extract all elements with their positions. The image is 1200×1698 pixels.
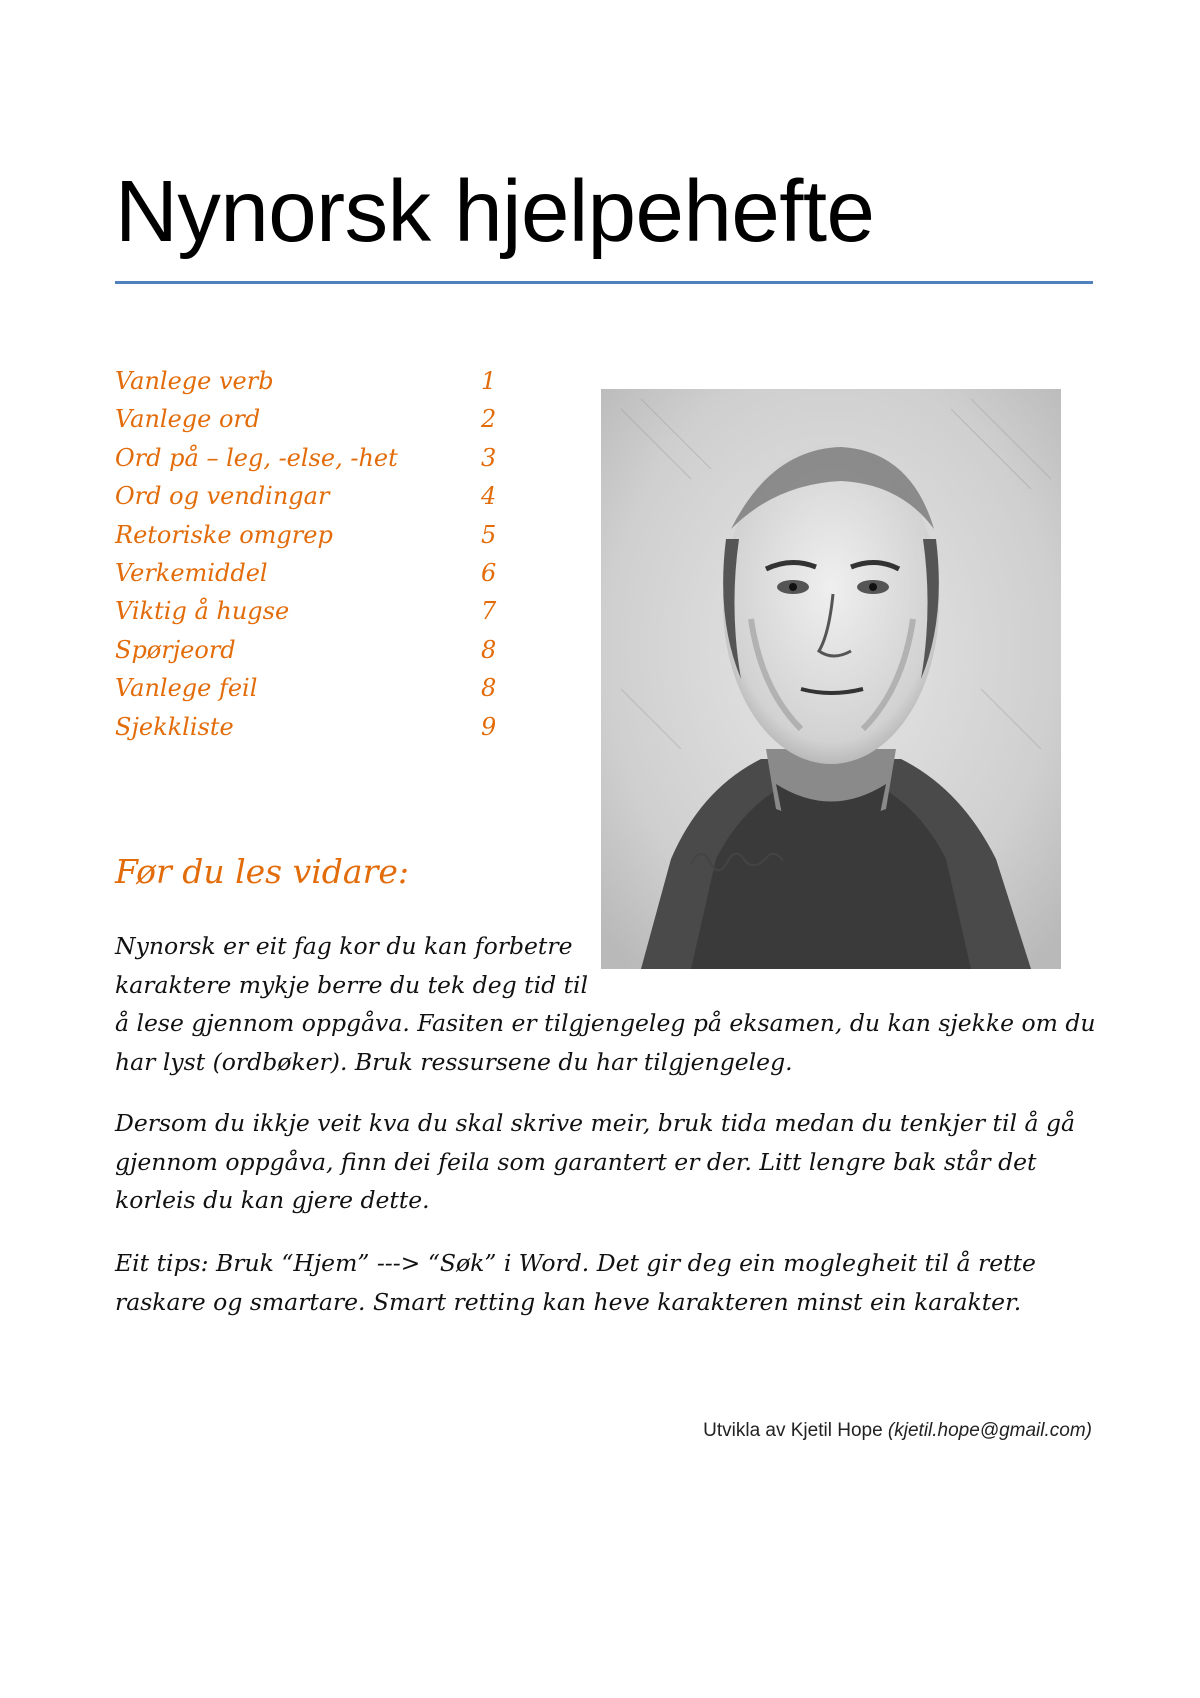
toc-item[interactable]	[115, 554, 505, 592]
author-credit	[703, 1420, 1092, 1442]
paragraph-line: Eit tips: Bruk “Hjem” ---> “Søk” i Word. Det gir deg ein moglegheit til å rette	[115, 1249, 1036, 1277]
paragraph-line: korleis du kan gjere dette.	[115, 1186, 430, 1214]
toc-item-page: 4	[481, 482, 497, 511]
paragraph-line: har lyst (ordbøker). Bruk ressursene du har tilgjengeleg.	[115, 1047, 793, 1076]
toc-item-page: 3	[481, 443, 497, 472]
toc-item[interactable]	[115, 669, 505, 707]
credit-text: Utvikla av Kjetil Hope	[703, 1420, 888, 1441]
section-heading: Før du les vidare:	[115, 852, 410, 891]
toc-item-label: Vanlege verb	[115, 367, 274, 395]
author-email[interactable]: (kjetil.hope@gmail.com)	[887, 1420, 1092, 1441]
intro-paragraph-3	[115, 1244, 1036, 1321]
portrait-sketch-icon	[601, 389, 1061, 969]
paragraph-line: gjennom oppgåva, finn dei feila som garantert er der. Litt lengre bak står det	[115, 1147, 1037, 1176]
toc-item-page: 2	[481, 405, 497, 434]
toc-item-label: Vanlege ord	[115, 405, 261, 434]
toc-item[interactable]	[115, 708, 505, 746]
toc-item[interactable]	[115, 400, 505, 438]
toc-item[interactable]	[115, 592, 505, 630]
paragraph-line: Dersom du ikkje veit kva du skal skrive meir, bruk tida medan du tenkjer til å gå	[115, 1109, 1076, 1137]
toc-item-page: 5	[481, 520, 497, 549]
toc-item[interactable]	[115, 439, 505, 477]
paragraph-line: karaktere mykje berre du tek deg tid til	[115, 970, 589, 999]
toc-item[interactable]	[115, 362, 505, 400]
paragraph-line: Nynorsk er eit fag kor du kan forbetre	[115, 932, 573, 960]
toc-item-label: Spørjeord	[115, 635, 236, 664]
page-title: Nynorsk hjelpehefte	[115, 163, 875, 260]
toc-item-label: Ord og vendingar	[115, 482, 330, 511]
toc-item-label: Viktig å hugse	[115, 597, 290, 626]
toc-item[interactable]	[115, 477, 505, 515]
paragraph-line: raskare og smartare. Smart retting kan heve karakteren minst ein karakter.	[115, 1287, 1022, 1316]
toc-item-label: Ord på – leg, -else, -het	[115, 443, 398, 472]
toc-item-page: 8	[481, 674, 497, 703]
toc-item-page: 9	[481, 712, 497, 741]
toc-item-page: 6	[481, 558, 497, 587]
toc-item-page: 7	[481, 597, 497, 626]
toc-item-label: Retoriske omgrep	[115, 520, 333, 549]
toc-item[interactable]	[115, 631, 505, 669]
intro-paragraph-2	[115, 1104, 1075, 1220]
toc-item-label: Sjekkliste	[115, 712, 234, 741]
toc-item[interactable]	[115, 516, 505, 554]
toc-item-page: 1	[481, 367, 497, 395]
toc-item-label: Verkemiddel	[115, 558, 268, 587]
toc-item-page: 8	[481, 635, 497, 664]
table-of-contents	[115, 362, 505, 746]
intro-paragraph-1	[115, 927, 1096, 1081]
title-underline-divider	[115, 281, 1093, 284]
paragraph-line: å lese gjennom oppgåva. Fasiten er tilgjengeleg på eksamen, du kan sjekke om du	[115, 1009, 1096, 1037]
toc-item-label: Vanlege feil	[115, 674, 258, 703]
